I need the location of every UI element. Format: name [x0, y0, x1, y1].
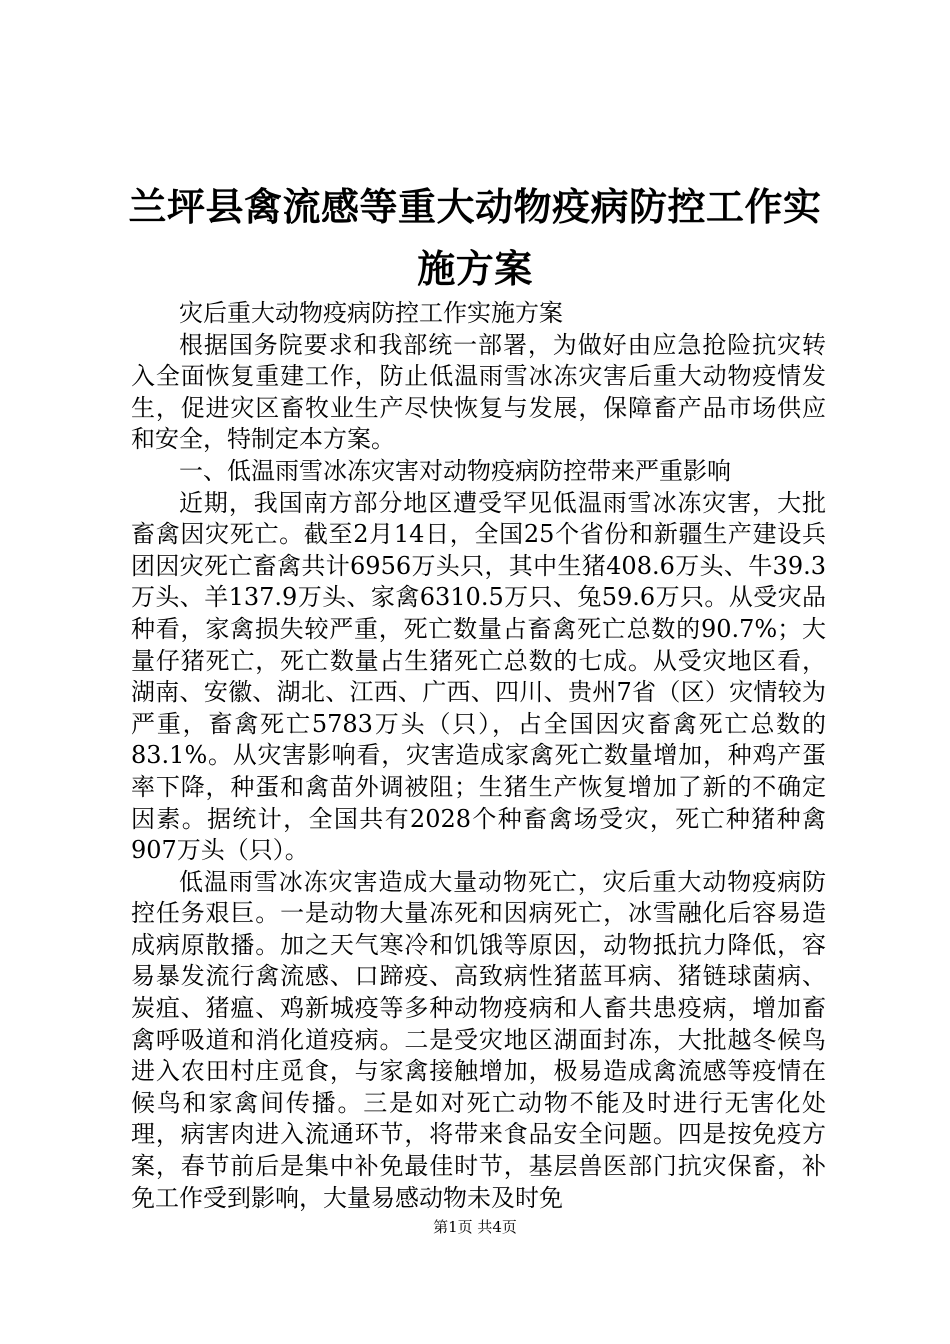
paragraph-disease-risks: 低温雨雪冰冻灾害造成大量动物死亡，灾后重大动物疫病防控任务艰巨。一是动物大量冻死和因病死亡，冰雪融化后容易造成病原散播。加之天气寒冷和饥饿等原因，动物抵抗力降低，容易暴发流行禽流感、口蹄疫、高致病性猪蓝耳病、猪链球菌病、炭疽、猪瘟、鸡新城疫等多种动物疫病和人畜共患疫病，增加畜禽呼吸道和消化道疫病。二是受灾地区湖面封冻，大批越冬候鸟进入农田村庄觅食，与家禽接触增加，极易造成禽流感等疫情在候鸟和家禽间传播。三是如对死亡动物不能及时进行无害化处理，病害肉进入流通环节，将带来食品安全问题。四是按免疫方案，春节前后是集中补免最佳时节，基层兽医部门抗灾保畜，补免工作受到影响，大量易感动物未及时免	[131, 867, 826, 1212]
paragraph-intro: 根据国务院要求和我部统一部署，为做好由应急抢险抗灾转入全面恢复重建工作，防止低温雨雪冰冻灾害后重大动物疫情发生，促进灾区畜牧业生产尽快恢复与发展，保障畜产品市场供应和安全，特制定本方案。	[131, 330, 826, 454]
paragraph-subtitle: 灾后重大动物疫病防控工作实施方案	[179, 299, 563, 327]
document-title: 兰坪县禽流感等重大动物疫病防控工作实施方案	[128, 184, 822, 291]
section-heading-1: 一、低温雨雪冰冻灾害对动物疫病防控带来严重影响	[179, 456, 731, 485]
page-number-footer: 第1页 共4页	[433, 1218, 517, 1236]
paragraph-disaster-stats: 近期，我国南方部分地区遭受罕见低温雨雪冰冻灾害，大批畜禽因灾死亡。截至2月14日，全国25个省份和新疆生产建设兵团因灾死亡畜禽共计6956万头只，其中生猪408.6万头、牛39.3万头、羊137.9万头、家禽6310.5万只、兔59.6万只。从受灾品种看，家禽损失较严重，死亡数量占畜禽死亡总数的90.7%；大量仔猪死亡，死亡数量占生猪死亡总数的七成。从受灾地区看，湖南、安徽、湖北、江西、广西、四川、贵州7省（区）灾情较为严重，畜禽死亡5783万头（只），占全国因灾畜禽死亡总数的83.1%。从灾害影响看，灾害造成家禽死亡数量增加，种鸡产蛋率下降，种蛋和禽苗外调被阻；生猪生产恢复增加了新的不确定因素。据统计，全国共有2028个种畜禽场受灾，死亡种猪种禽907万头（只）。	[131, 488, 826, 865]
document-body	[131, 298, 826, 1214]
